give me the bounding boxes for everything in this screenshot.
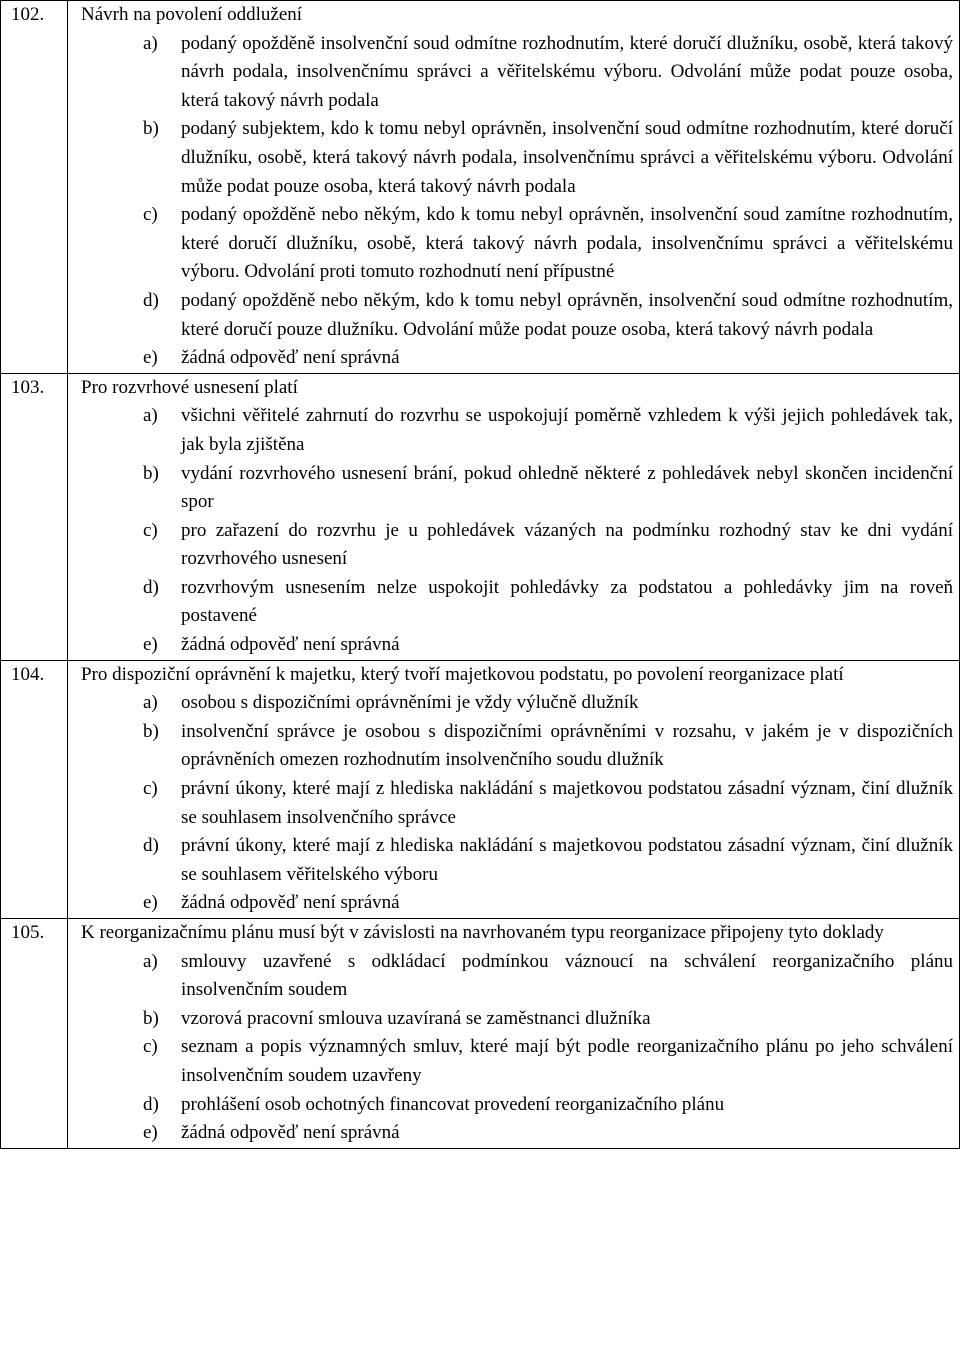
answer-option xyxy=(68,1005,953,1034)
option-text: pro zařazení do rozvrhu je u pohledávek vázaných na podmínku rozhodný stav ke dni vydání rozvrhového usnesení xyxy=(181,519,953,570)
option-letter: b) xyxy=(143,1007,159,1029)
answer-option xyxy=(68,460,953,517)
answer-option xyxy=(68,948,953,1005)
option-text: právní úkony, které mají z hlediska nakládání s majetkovou podstatou zásadní význam, činí dlužník se souhlasem věřitelského výboru xyxy=(181,835,953,885)
option-letter: c) xyxy=(143,519,158,541)
option-text: vzorová pracovní smlouva uzavíraná se zaměstnanci dlužníka xyxy=(181,1007,651,1029)
question-number: 105. xyxy=(1,919,68,1149)
option-letter: e) xyxy=(143,347,158,369)
option-text: podaný subjektem, kdo k tomu nebyl oprávněn, insolvenční soud odmítne rozhodnutím, které doručí dlužníku, osobě, která takový návrh podala, insolvenčnímu správci a věřitelskému výboru. Odvolání může podat pouze osoba, která takový návrh podala xyxy=(181,118,953,197)
answer-option xyxy=(68,344,953,373)
answer-option xyxy=(68,574,953,631)
option-letter: d) xyxy=(143,1093,159,1115)
option-text: prohlášení osob ochotných financovat provedení reorganizačního plánu xyxy=(181,1093,725,1115)
option-text: žádná odpověď není správná xyxy=(181,347,400,369)
option-text: rozvrhovým usnesením nelze uspokojit pohledávky za podstatou a pohledávky jim na roveň postavené xyxy=(181,576,953,627)
question-row-104 xyxy=(1,660,960,918)
question-body xyxy=(68,1,960,374)
answer-option xyxy=(68,689,953,718)
option-letter: b) xyxy=(143,720,159,742)
answer-option xyxy=(68,1119,953,1148)
option-text: seznam a popis významných smluv, které mají být podle reorganizačního plánu po jeho schválení insolvenčním soudem uzavřeny xyxy=(181,1036,953,1086)
option-letter: b) xyxy=(143,462,159,484)
question-body xyxy=(68,919,960,1149)
question-row-103 xyxy=(1,373,960,660)
answer-options xyxy=(68,948,953,1148)
option-text: smlouvy uzavřené s odkládací podmínkou váznoucí na schválení reorganizačního plánu insolvenčním soudem xyxy=(181,950,953,1001)
question-stem: Návrh na povolení oddlužení xyxy=(81,4,303,25)
answer-option xyxy=(68,718,953,775)
answer-option xyxy=(68,115,953,201)
option-letter: c) xyxy=(143,778,158,800)
option-letter: a) xyxy=(143,950,158,972)
answer-option xyxy=(68,775,953,832)
answer-option xyxy=(68,832,953,889)
answer-option xyxy=(68,517,953,574)
question-body xyxy=(68,660,960,918)
question-number: 102. xyxy=(1,1,68,374)
option-text: všichni věřitelé zahrnutí do rozvrhu se uspokojují poměrně vzhledem k výši jejich pohledávek tak, jak byla zjištěna xyxy=(181,405,953,455)
option-text: podaný opožděně insolvenční soud odmítne rozhodnutím, které doručí dlužníku, osobě, která takový návrh podala, insolvenčnímu správci a věřitelskému výboru. Odvolání může podat pouze osoba, která takový návrh podala xyxy=(181,32,953,111)
question-stem: Pro rozvrhové usnesení platí xyxy=(81,376,298,398)
question-body xyxy=(68,373,960,660)
option-letter: c) xyxy=(143,1036,158,1058)
option-text: insolvenční správce je osobou s dispozičními oprávněními v rozsahu, v jakém je v dispozičních oprávněních omezen rozhodnutím insolvenčního soudu dlužník xyxy=(181,720,953,771)
option-text: podaný opožděně nebo někým, kdo k tomu nebyl oprávněn, insolvenční soud odmítne rozhodnutím, které doručí pouze dlužníku. Odvolání může podat pouze osoba, která takový návrh podala xyxy=(181,289,953,340)
option-letter: a) xyxy=(143,32,158,54)
answer-option xyxy=(68,402,953,459)
option-letter: b) xyxy=(143,118,159,140)
option-text: žádná odpověď není správná xyxy=(181,892,400,914)
question-stem: Pro dispoziční oprávnění k majetku, který tvoří majetkovou podstatu, po povolení reorganizace platí xyxy=(81,663,844,685)
question-row-102 xyxy=(1,1,960,374)
option-text: žádná odpověď není správná xyxy=(181,1122,400,1144)
answer-option xyxy=(68,631,953,660)
answer-options xyxy=(68,30,953,373)
answer-options xyxy=(68,402,953,659)
option-letter: a) xyxy=(143,405,158,427)
answer-option xyxy=(68,201,953,287)
option-letter: d) xyxy=(143,835,159,857)
answer-option xyxy=(68,889,953,918)
question-row-105 xyxy=(1,919,960,1149)
option-text: vydání rozvrhového usnesení brání, pokud ohledně některé z pohledávek nebyl skončen incidenční spor xyxy=(181,462,953,513)
question-number: 104. xyxy=(1,660,68,918)
question-stem: K reorganizačnímu plánu musí být v závislosti na navrhovaném typu reorganizace připojeny tyto doklady xyxy=(81,922,884,943)
option-letter: e) xyxy=(143,892,158,914)
option-text: žádná odpověď není správná xyxy=(181,634,400,656)
option-text: osobou s dispozičními oprávněními je vždy výlučně dlužník xyxy=(181,692,639,714)
option-letter: e) xyxy=(143,1122,158,1144)
answer-option xyxy=(68,287,953,344)
option-letter: e) xyxy=(143,634,158,656)
option-text: právní úkony, které mají z hlediska nakládání s majetkovou podstatou zásadní význam, činí dlužník se souhlasem insolvenčního správce xyxy=(181,778,953,828)
option-letter: d) xyxy=(143,289,159,311)
option-letter: a) xyxy=(143,692,158,714)
answer-options xyxy=(68,689,953,918)
question-number: 103. xyxy=(1,373,68,660)
option-letter: c) xyxy=(143,204,158,226)
answer-option xyxy=(68,1033,953,1090)
answer-option xyxy=(68,30,953,116)
option-letter: d) xyxy=(143,576,159,598)
option-text: podaný opožděně nebo někým, kdo k tomu nebyl oprávněn, insolvenční soud zamítne rozhodnutím, které doručí dlužníku, osobě, která takový návrh podala, insolvenčnímu správci a věřitelskému výboru. Odvolání proti tomuto rozhodnutí není přípustné xyxy=(181,204,953,283)
answer-option xyxy=(68,1091,953,1120)
